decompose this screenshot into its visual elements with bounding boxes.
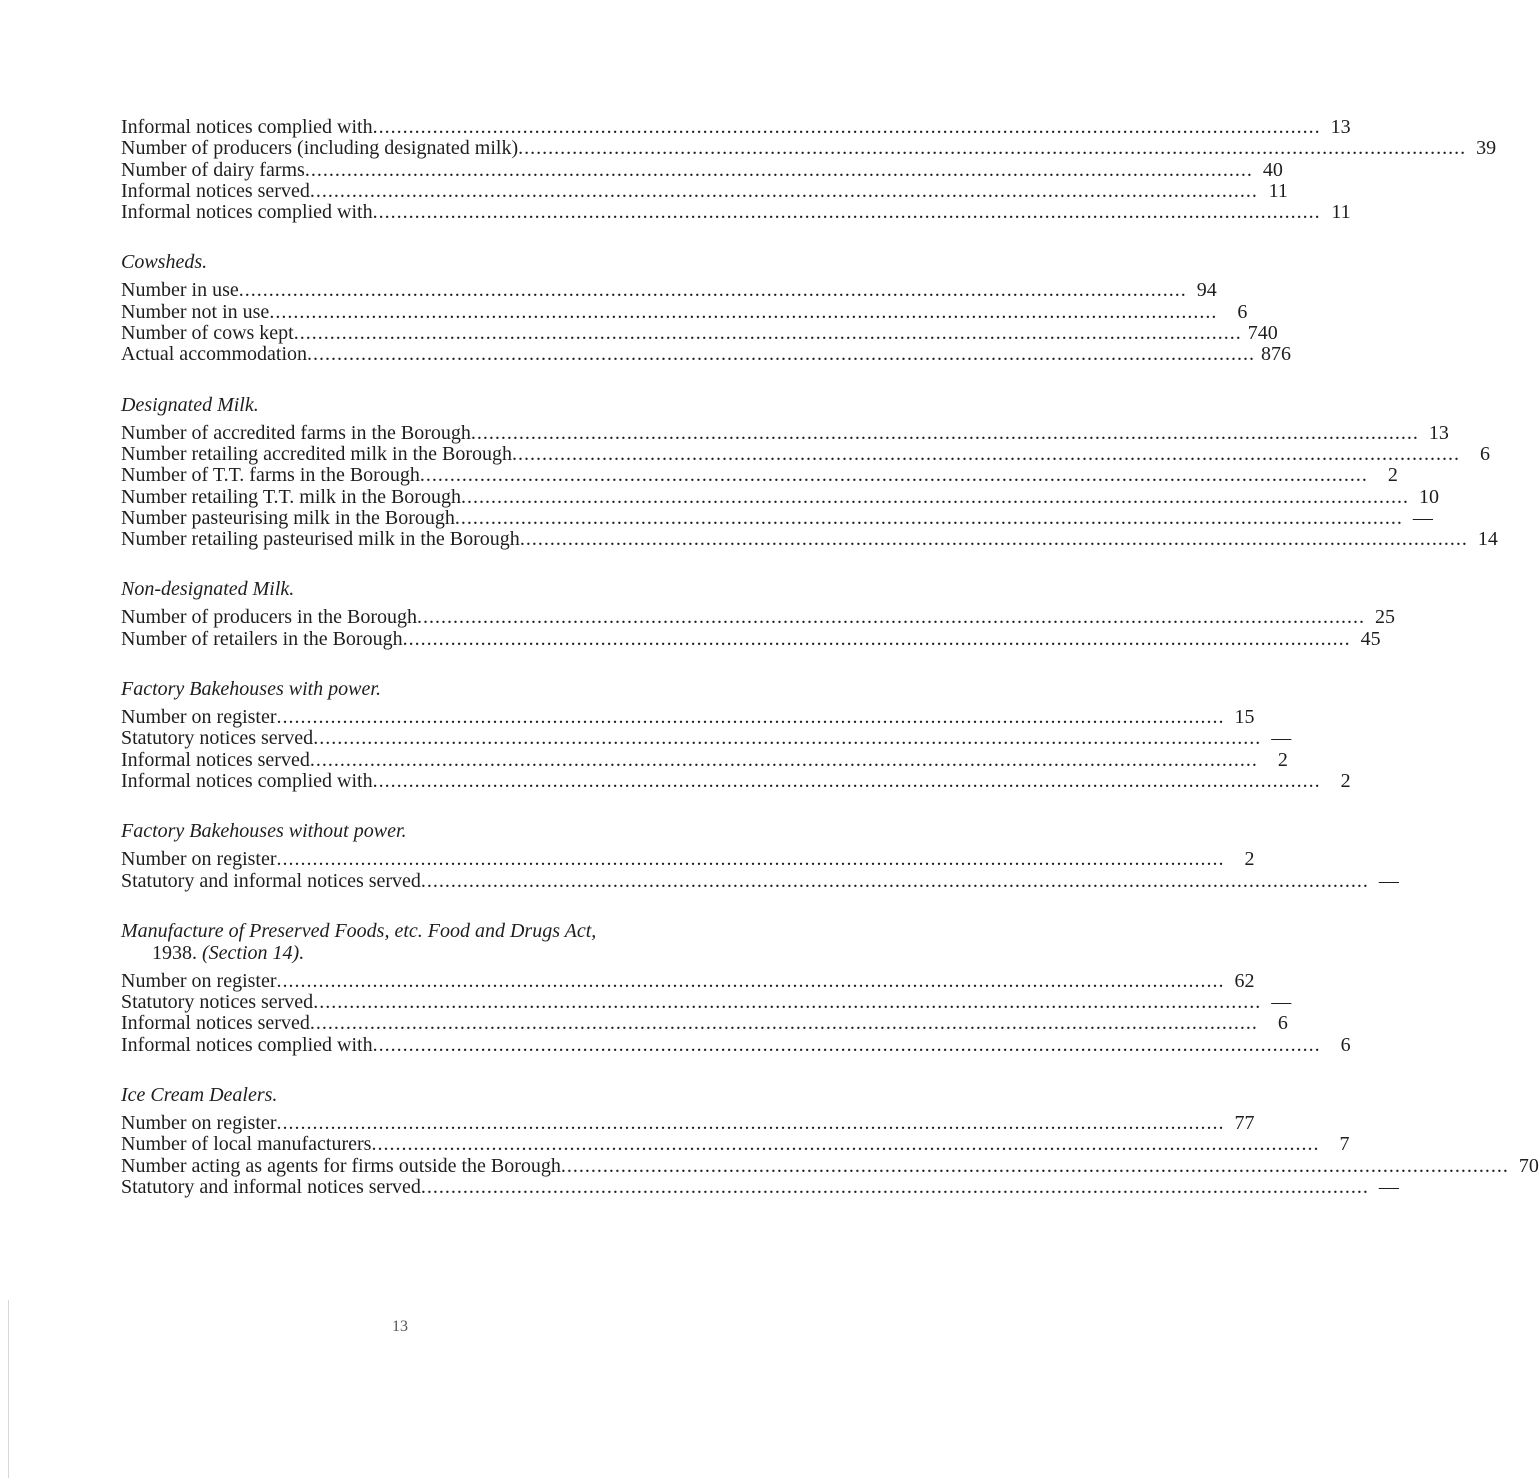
row-label: Informal notices served <box>121 179 310 202</box>
table-row <box>121 991 1292 1014</box>
row-value: — <box>1271 727 1292 750</box>
row-label: Number of accredited farms in the Borough <box>121 421 471 444</box>
row-value: 740 <box>1247 322 1278 345</box>
table-row <box>121 1133 1350 1156</box>
row-label: Statutory notices served <box>121 991 314 1014</box>
dot-leader <box>461 487 1409 508</box>
dot-leader <box>305 160 1253 181</box>
row-value: — <box>1378 869 1399 892</box>
row-value: 876 <box>1261 343 1292 366</box>
table-row <box>121 1175 1399 1198</box>
table-row <box>121 137 1497 160</box>
row-value: 2 <box>1387 464 1398 487</box>
row-value: 2 <box>1277 748 1288 771</box>
row-value: — <box>1271 991 1292 1014</box>
cowsheds-section <box>121 251 1292 366</box>
dot-leader <box>471 423 1419 444</box>
row-value: 39 <box>1476 137 1497 160</box>
table-row <box>121 969 1255 992</box>
document-body <box>121 116 1539 1198</box>
dot-leader <box>239 280 1187 301</box>
dot-leader <box>512 444 1460 465</box>
row-label: Statutory notices served <box>121 727 314 750</box>
section-heading: Ice Cream Dealers. <box>121 1084 278 1107</box>
row-label: Number retailing pasteurised milk in the Borough <box>121 528 520 551</box>
dot-leader <box>277 849 1225 870</box>
dot-leader <box>277 707 1225 728</box>
row-label: Number not in use <box>121 300 270 323</box>
table-row <box>121 748 1288 771</box>
row-value: 6 <box>1480 442 1490 465</box>
row-label: Informal notices served <box>121 748 310 771</box>
row-label: Number of dairy farms <box>121 158 305 181</box>
section-heading: Factory Bakehouses without power. <box>121 820 407 843</box>
section-heading <box>121 920 649 964</box>
row-label: Informal notices complied with <box>121 1033 373 1056</box>
row-label: Number on register <box>121 969 277 992</box>
table-row <box>121 627 1381 650</box>
row-label: Number of T.T. farms in the Borough <box>121 464 420 487</box>
section-heading-line1: Manufacture of Preserved Foods, etc. Food and Drugs Act, <box>121 919 597 942</box>
dot-leader <box>310 750 1258 771</box>
table-row <box>121 848 1255 871</box>
dot-leader <box>313 728 1261 749</box>
table-row <box>121 1154 1539 1177</box>
dot-leader <box>373 771 1321 792</box>
row-value: 13 <box>1428 421 1449 444</box>
row-value: 2 <box>1340 769 1351 792</box>
dot-leader <box>520 529 1468 550</box>
table-row <box>121 464 1398 487</box>
table-row <box>121 179 1288 202</box>
dot-leader <box>373 117 1321 138</box>
table-row <box>121 727 1292 750</box>
row-label: Number in use <box>121 279 239 302</box>
table-row <box>121 421 1449 444</box>
bakehouses-with-power-section <box>121 678 1351 792</box>
heading-section-ref: (Section 14). <box>202 941 305 964</box>
scan-edge-line <box>8 1300 9 1478</box>
row-value: 7 <box>1339 1133 1350 1156</box>
row-label: Number of local manufacturers <box>121 1133 372 1156</box>
row-label: Informal notices complied with <box>121 116 373 138</box>
non-designated-milk-section <box>121 578 1396 650</box>
dot-leader <box>373 1035 1321 1056</box>
row-label: Informal notices complied with <box>121 201 373 224</box>
section-heading-line2 <box>121 942 649 964</box>
row-value: 6 <box>1340 1033 1351 1056</box>
bakehouses-without-power-section <box>121 820 1399 892</box>
row-label: Number on register <box>121 848 277 871</box>
row-value: 10 <box>1418 485 1439 508</box>
dot-leader <box>269 302 1217 323</box>
row-label: Number acting as agents for firms outside the Borough <box>121 1154 561 1177</box>
table-row <box>121 706 1255 729</box>
row-label: Number on register <box>121 1112 277 1135</box>
section-heading: Non-designated Milk. <box>121 578 295 601</box>
row-label: Statutory and informal notices served <box>121 1175 421 1198</box>
dot-leader <box>518 138 1466 159</box>
row-label: Number of cows kept <box>121 322 294 345</box>
table-row <box>121 343 1292 366</box>
row-label: Number retailing accredited milk in the Borough <box>121 442 512 465</box>
row-label: Number pasteurising milk in the Borough <box>121 506 455 529</box>
row-label: Number on register <box>121 706 277 729</box>
table-row <box>121 528 1498 551</box>
row-label: Statutory and informal notices served <box>121 869 421 892</box>
table-row <box>121 606 1396 629</box>
table-row <box>121 300 1248 323</box>
preserved-foods-section <box>121 919 1351 1056</box>
table-row <box>121 869 1399 892</box>
row-label: Number of producers in the Borough <box>121 606 418 629</box>
row-value: 77 <box>1234 1112 1255 1135</box>
dot-leader <box>561 1156 1509 1177</box>
row-value: 70 <box>1518 1154 1539 1177</box>
row-label: Number of retailers in the Borough <box>121 627 403 650</box>
section-heading: Designated Milk. <box>121 393 259 416</box>
table-row <box>121 322 1278 345</box>
section-heading: Cowsheds. <box>121 251 208 274</box>
dot-leader <box>421 1177 1369 1198</box>
row-value: 15 <box>1234 706 1255 729</box>
dot-leader <box>310 1013 1258 1034</box>
row-value: 13 <box>1330 116 1351 138</box>
row-value: 94 <box>1196 279 1217 302</box>
row-label: Informal notices complied with <box>121 769 373 792</box>
table-row <box>121 279 1217 302</box>
table-row <box>121 442 1490 465</box>
ice-cream-section <box>121 1084 1539 1198</box>
table-row <box>121 1112 1255 1135</box>
dot-leader <box>420 465 1368 486</box>
row-value: 62 <box>1234 969 1255 992</box>
row-label: Actual accommodation <box>121 343 308 366</box>
row-value: 45 <box>1360 627 1381 650</box>
dot-leader <box>417 607 1365 628</box>
row-value: 40 <box>1262 158 1283 181</box>
table-row <box>121 158 1283 181</box>
dot-leader <box>277 1113 1225 1134</box>
row-value: — <box>1378 1175 1399 1198</box>
dot-leader <box>421 871 1369 892</box>
row-value: 6 <box>1237 300 1248 323</box>
table-row <box>121 1012 1288 1035</box>
row-value: 25 <box>1375 606 1396 629</box>
table-row <box>121 485 1439 508</box>
heading-year: 1938. <box>152 941 197 964</box>
table-row <box>121 1033 1351 1056</box>
table-row <box>121 116 1351 138</box>
dot-leader <box>313 992 1261 1013</box>
dot-leader <box>455 508 1403 529</box>
dot-leader <box>310 181 1258 202</box>
dot-leader <box>277 971 1225 992</box>
row-value: 14 <box>1477 528 1498 551</box>
section-heading: Factory Bakehouses with power. <box>121 678 381 701</box>
row-value: — <box>1412 506 1433 529</box>
row-label: Number of producers (including designated milk) <box>121 137 519 160</box>
dot-leader <box>371 1134 1319 1155</box>
table-row <box>121 506 1433 529</box>
row-value: 6 <box>1277 1012 1288 1035</box>
dot-leader <box>294 323 1242 344</box>
row-value: 2 <box>1244 848 1255 871</box>
table-row <box>121 201 1351 224</box>
designated-milk-section <box>121 393 1498 551</box>
intro-section <box>121 116 1497 224</box>
dot-leader <box>307 344 1255 365</box>
row-label: Informal notices served <box>121 1012 310 1035</box>
row-value: 11 <box>1331 201 1351 224</box>
page-number: 13 <box>392 1318 408 1335</box>
dot-leader <box>373 202 1321 223</box>
dot-leader <box>403 629 1351 650</box>
row-label: Number retailing T.T. milk in the Borough <box>121 485 461 508</box>
table-row <box>121 769 1351 792</box>
row-value: 11 <box>1268 179 1288 202</box>
